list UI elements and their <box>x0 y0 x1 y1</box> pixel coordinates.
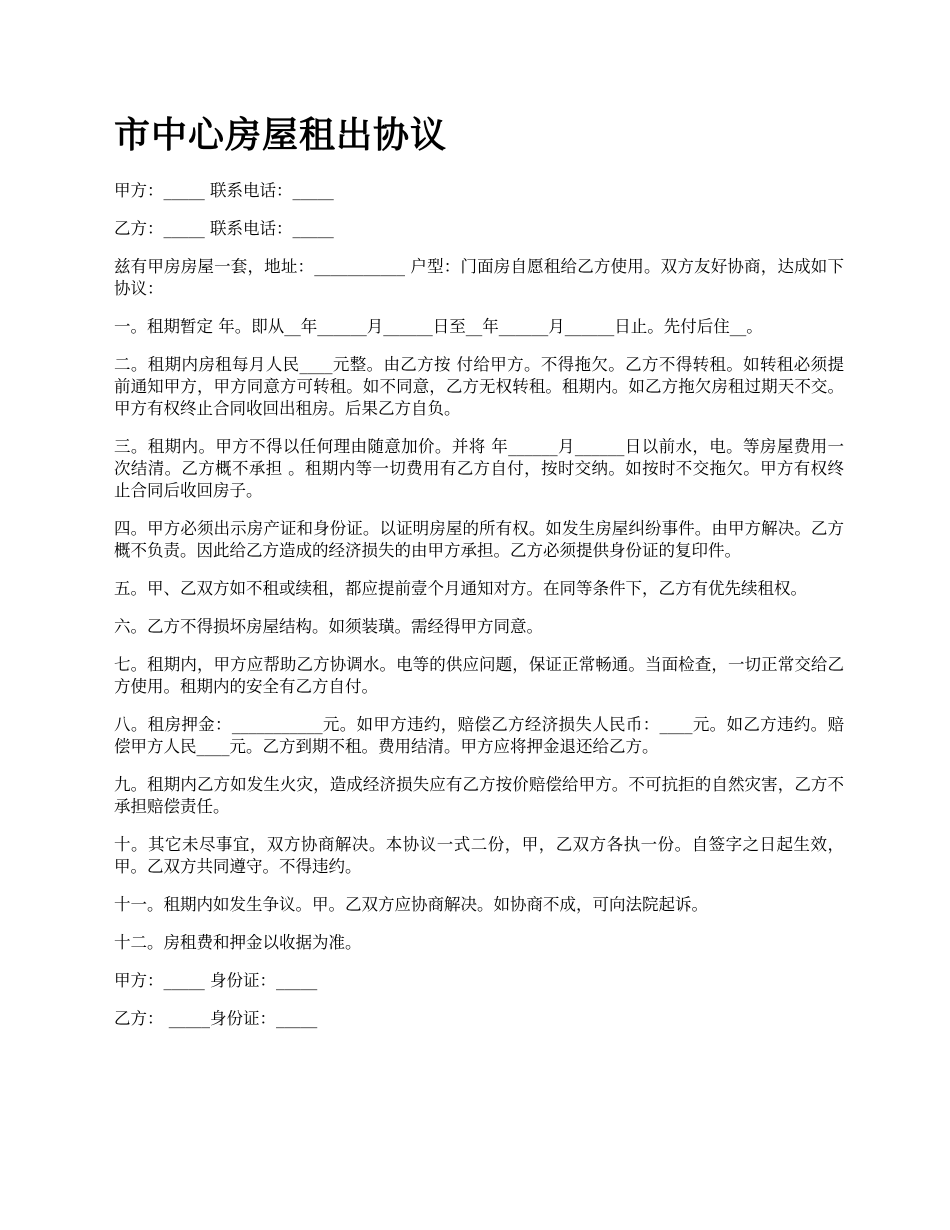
clause-6: 六。乙方不得损坏房屋结构。如须装璜。需经得甲方同意。 <box>114 617 543 636</box>
clause-1: 一。租期暂定 年。即从__年______月______日至__年______月______日止。先付后住__。 <box>114 317 763 336</box>
clause-4: 四。甲方必须出示房产证和身份证。以证明房屋的所有权。如发生房屋纠纷事件。由甲方解决。乙方概不负责。因此给乙方造成的经济损失的由甲方承担。乙方必须提供身份证的复印件。 <box>114 519 844 560</box>
intro-paragraph: 兹有甲房房屋一套，地址：___________ 户型：门面房自愿租给乙方使用。双方友好协商，达成如下协议： <box>114 257 844 298</box>
party-a-signature-line: 甲方：_____ 身份证：_____ <box>114 971 318 990</box>
party-b-contact-line: 乙方：_____ 联系电话：_____ <box>114 219 334 238</box>
clause-10: 十。其它未尽事宜，双方协商解决。本协议一式二份，甲，乙双方各执一份。自签字之日起生效，甲。乙双方共同遵守。不得违约。 <box>114 835 844 876</box>
clause-7: 七。租期内，甲方应帮助乙方协调水。电等的供应问题，保证正常畅通。当面检查，一切正常交给乙方使用。租期内的安全有乙方自付。 <box>114 655 844 696</box>
clause-2: 二。租期内房租每月人民____元整。由乙方按 付给甲方。不得拖欠。乙方不得转租。如转租必须提前通知甲方，甲方同意方可转租。如不同意，乙方无权转租。租期内。如乙方拖欠房租过期天不交。甲方有权终止合同收回出租房。后果乙方自负。 <box>114 355 844 418</box>
clause-12: 十二。房租费和押金以收据为准。 <box>114 933 362 952</box>
clause-3: 三。租期内。甲方不得以任何理由随意加价。并将 年______月______日以前水，电。等房屋费用一次结清。乙方概不承担 。租期内等一切费用有乙方自付，按时交纳。如按时不交拖欠。甲方有权终止合同后收回房子。 <box>114 437 844 500</box>
document-page <box>114 112 844 1046</box>
document-title: 市中心房屋租出协议 <box>114 115 448 156</box>
clause-9: 九。租期内乙方如发生火灾，造成经济损失应有乙方按价赔偿给甲方。不可抗拒的自然灾害，乙方不承担赔偿责任。 <box>114 775 844 816</box>
party-a-contact-line: 甲方：_____ 联系电话：_____ <box>114 181 334 200</box>
clause-5: 五。甲、乙双方如不租或续租，都应提前壹个月通知对方。在同等条件下，乙方有优先续租权。 <box>114 579 807 598</box>
party-b-signature-line: 乙方： _____身份证：_____ <box>114 1009 318 1028</box>
clause-11: 十一。租期内如发生争议。甲。乙双方应协商解决。如协商不成，可向法院起诉。 <box>114 895 708 914</box>
clause-8: 八。租房押金：___________元。如甲方违约，赔偿乙方经济损失人民币：____元。如乙方违约。赔偿甲方人民____元。乙方到期不租。费用结清。甲方应将押金退还给乙方。 <box>114 715 844 756</box>
